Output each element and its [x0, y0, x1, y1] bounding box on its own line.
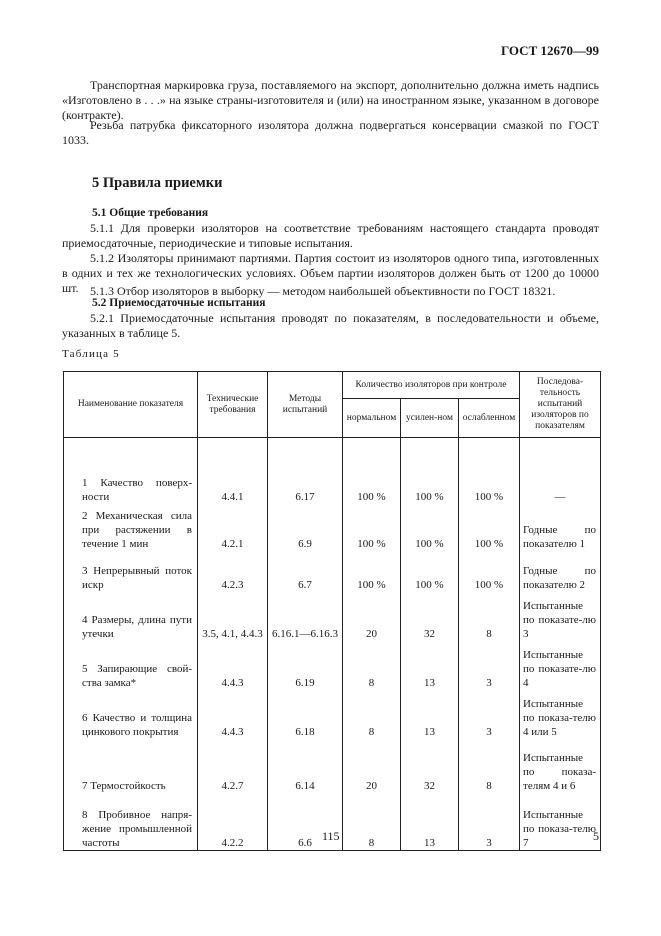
cell-enhanced: 100 % — [401, 551, 459, 592]
cell-normal: 20 — [343, 739, 401, 793]
cell-method: 6.7 — [268, 551, 343, 592]
cell-method: 6.9 — [268, 504, 343, 551]
cell-sequence: — — [520, 438, 601, 504]
cell-weakened: 3 — [459, 793, 520, 851]
subsection-title-5-2: 5.2 Приемосдаточные испытания — [92, 297, 266, 309]
cell-method: 6.16.1—6.16.3 — [268, 592, 343, 641]
paragraph-export-marking: Транспортная маркировка груза, поставляемого на экспорт, дополнительно должна иметь надпись «Изготовлено в . . .» на языке страны-изготовителя и (или) на иностранном языке, указанном в договоре (контракте). — [62, 78, 599, 122]
cell-weakened: 100 % — [459, 504, 520, 551]
cell-weakened: 3 — [459, 690, 520, 739]
cell-enhanced: 32 — [401, 739, 459, 793]
cell-name: 2 Механическая сила при растяжении в течение 1 мин — [64, 504, 198, 551]
cell-enhanced: 13 — [401, 793, 459, 851]
cell-sequence: Испытанные по показате-лю 4 — [520, 641, 601, 690]
cell-name: 7 Термостойкость — [64, 739, 198, 793]
cell-sequence: Испытанные по показате-лю 3 — [520, 592, 601, 641]
cell-enhanced: 32 — [401, 592, 459, 641]
cell-method: 6.17 — [268, 438, 343, 504]
subsection-title-5-1: 5.1 Общие требования — [92, 207, 209, 219]
header-indicator-name: Наименование показателя — [64, 372, 198, 438]
cell-enhanced: 100 % — [401, 438, 459, 504]
cell-normal: 8 — [343, 793, 401, 851]
cell-tech: 4.2.7 — [198, 739, 268, 793]
cell-normal: 8 — [343, 641, 401, 690]
cell-name: 6 Качество и толщина цинкового покрытия — [64, 690, 198, 739]
cell-name: 5 Запирающие свой-ства замка* — [64, 641, 198, 690]
cell-method: 6.6 — [268, 793, 343, 851]
cell-weakened: 8 — [459, 592, 520, 641]
header-tech-requirements: Технические требования — [198, 372, 268, 438]
paragraph-thread-preservation: Резьба патрубка фиксаторного изолятора должна подвергаться консервации смазкой по ГОСТ 1033. — [62, 118, 599, 147]
table-caption: Таблица 5 — [62, 348, 120, 360]
table-row — [64, 551, 601, 592]
page-number: 5 — [593, 829, 599, 843]
paragraph-5-2-1: 5.2.1 Приемосдаточные испытания проводят по показателям, в последовательности и объеме, указанных в таблице 5. — [62, 311, 599, 340]
cell-name: 8 Пробивное напря-жение промышленной частоты — [64, 793, 198, 851]
header-normal: нормальном — [343, 399, 401, 438]
cell-enhanced: 13 — [401, 690, 459, 739]
cell-normal: 20 — [343, 592, 401, 641]
cell-sequence: Испытанные по показа-телю 7 — [520, 793, 601, 851]
paragraph-5-1-3: 5.1.3 Отбор изоляторов в выборку — методом наибольшей объективности по ГОСТ 18321. — [90, 284, 556, 298]
cell-method: 6.18 — [268, 690, 343, 739]
cell-tech: 4.2.2 — [198, 793, 268, 851]
cell-sequence: Годные по показателю 2 — [520, 551, 601, 592]
document-code: ГОСТ 12670—99 — [500, 43, 599, 58]
cell-sequence: Годные по показателю 1 — [520, 504, 601, 551]
cell-normal: 100 % — [343, 551, 401, 592]
cell-normal: 8 — [343, 690, 401, 739]
cell-sequence: Испытанные по показа-телям 4 и 6 — [520, 739, 601, 793]
header-test-methods: Методы испытаний — [268, 372, 343, 438]
cell-tech: 4.4.3 — [198, 641, 268, 690]
table-row — [64, 592, 601, 641]
acceptance-tests-table — [63, 371, 601, 851]
cell-weakened: 8 — [459, 739, 520, 793]
cell-tech: 4.4.1 — [198, 438, 268, 504]
cell-weakened: 100 % — [459, 438, 520, 504]
header-enhanced: усилен-ном — [401, 399, 459, 438]
cell-name: 3 Непрерывный поток искр — [64, 551, 198, 592]
table-row — [64, 504, 601, 551]
header-weakened: ослабленном — [459, 399, 520, 438]
cell-tech: 4.4.3 — [198, 690, 268, 739]
footer-center-number: 115 — [322, 829, 340, 843]
table-row — [64, 739, 601, 793]
cell-enhanced: 100 % — [401, 504, 459, 551]
cell-method: 6.14 — [268, 739, 343, 793]
header-test-sequence: Последова-тельность испытаний изоляторов по показателям — [520, 372, 601, 438]
paragraph-5-1-2: 5.1.2 Изоляторы принимают партиями. Партия состоит из изоляторов одного типа, изготовленных в одних и тех же технологических условиях. Объем партии изоляторов должен быть от 1200 до 10000 шт. — [62, 251, 599, 295]
table-row — [64, 641, 601, 690]
cell-method: 6.19 — [268, 641, 343, 690]
cell-weakened: 3 — [459, 641, 520, 690]
table-row — [64, 690, 601, 739]
cell-name: 1 Качество поверх-ности — [64, 438, 198, 504]
paragraph-5-1-1: 5.1.1 Для проверки изоляторов на соответствие требованиям настоящего стандарта проводят приемосдаточные, периодические и типовые испытания. — [62, 221, 599, 250]
cell-tech: 4.2.3 — [198, 551, 268, 592]
header-quantity-control: Количество изоляторов при контроле — [343, 372, 520, 399]
cell-enhanced: 13 — [401, 641, 459, 690]
table-row — [64, 438, 601, 504]
cell-normal: 100 % — [343, 504, 401, 551]
cell-tech: 3.5, 4.1, 4.4.3 — [198, 592, 268, 641]
cell-normal: 100 % — [343, 438, 401, 504]
cell-sequence: Испытанные по показа-телю 4 или 5 — [520, 690, 601, 739]
cell-name: 4 Размеры, длина пути утечки — [64, 592, 198, 641]
cell-tech: 4.2.1 — [198, 504, 268, 551]
cell-weakened: 100 % — [459, 551, 520, 592]
section-title: 5 Правила приемки — [92, 175, 223, 191]
